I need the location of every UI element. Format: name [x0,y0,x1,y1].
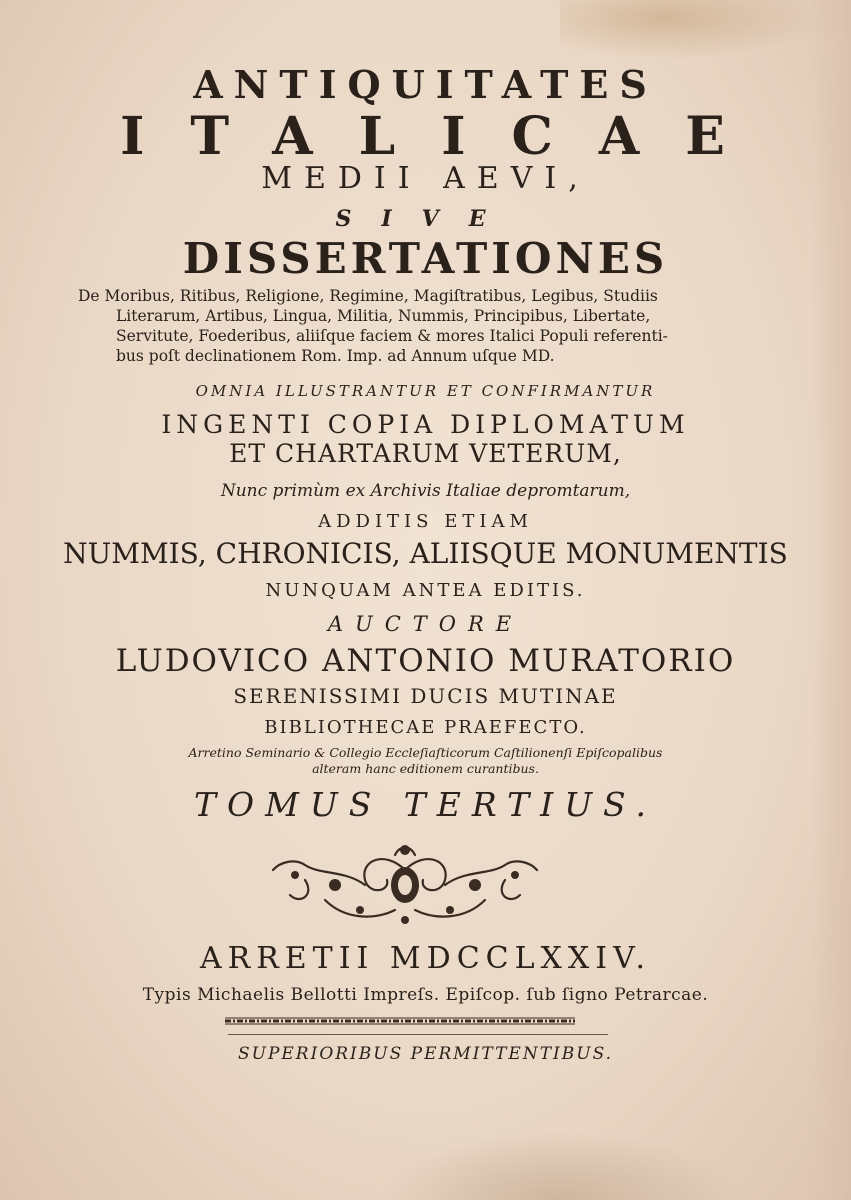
subject-paragraph [78,286,768,366]
nunc-primum: Nunc primùm ex Archivis Italiae depromtarum, [220,481,631,501]
subject-line-3: Servitute, Foederibus, aliiſque faciem & mores Italici Populi referenti- [116,327,668,345]
nummis-chronicis: NUMMIS, CHRONICIS, ALIISQUE MONUMENTIS [63,537,788,570]
editors-line-2: alteram hanc editionem curantibus. [312,761,539,776]
title-dissertationes: DISSERTATIONES [182,234,669,283]
subject-line-2: Literarum, Artibus, Lingua, Militia, Nummis, Principibus, Libertate, [116,307,651,325]
paper-stain-top [560,0,820,60]
author-title-1: SERENISSIMI DUCIS MUTINAE [233,684,618,708]
subject-line-1: De Moribus, Ritibus, Religione, Regimine, Magiſtratibus, Legibus, Studiis [78,287,658,305]
editors-line-1: Arretino Seminario & Collegio Eccleſiaſticorum Caſtilionenſi Epiſcopalibus [188,745,663,760]
omnia-illustrantur: OMNIA ILLUSTRANTUR ET CONFIRMANTUR [195,382,656,400]
paper-stain-bottom [380,1130,740,1200]
title-sive: SIVE [335,206,516,232]
printer-ornament [265,840,545,930]
subject-line-4: bus poſt declinationem Rom. Imp. ad Annum uſque MD. [116,347,555,365]
imprint-place-date: ARRETII MDCCLXXIV. [199,941,652,976]
title-medii-aevi: MEDII AEVI, [261,161,590,196]
thin-rule [228,1034,608,1035]
title-italicae: ITALICAE [120,106,771,167]
volume-title: TOMUS TERTIUS. [194,785,657,824]
imprint-printer: Typis Michaelis Bellotti Impreſs. Epiſcop. ſub ſigno Petrarcae. [142,985,709,1005]
author-title-2: BIBLIOTHECAE PRAEFECTO. [264,717,587,738]
ornamental-rule [225,1017,575,1025]
author-name: LUDOVICO ANTONIO MURATORIO [115,643,736,679]
title-antiquitates: ANTIQUITATES [193,62,658,107]
superioribus-permittentibus: SUPERIORIBUS PERMITTENTIBUS. [237,1044,614,1064]
et-chartarum: ET CHARTARUM VETERUM, [229,439,622,468]
auctore: AUCTORE [327,612,524,636]
ingenti-copia: INGENTI COPIA DIPLOMATUM [161,410,690,439]
nunquam-antea: NUNQUAM ANTEA EDITIS. [265,580,586,601]
additis-etiam: ADDITIS ETIAM [318,511,533,532]
